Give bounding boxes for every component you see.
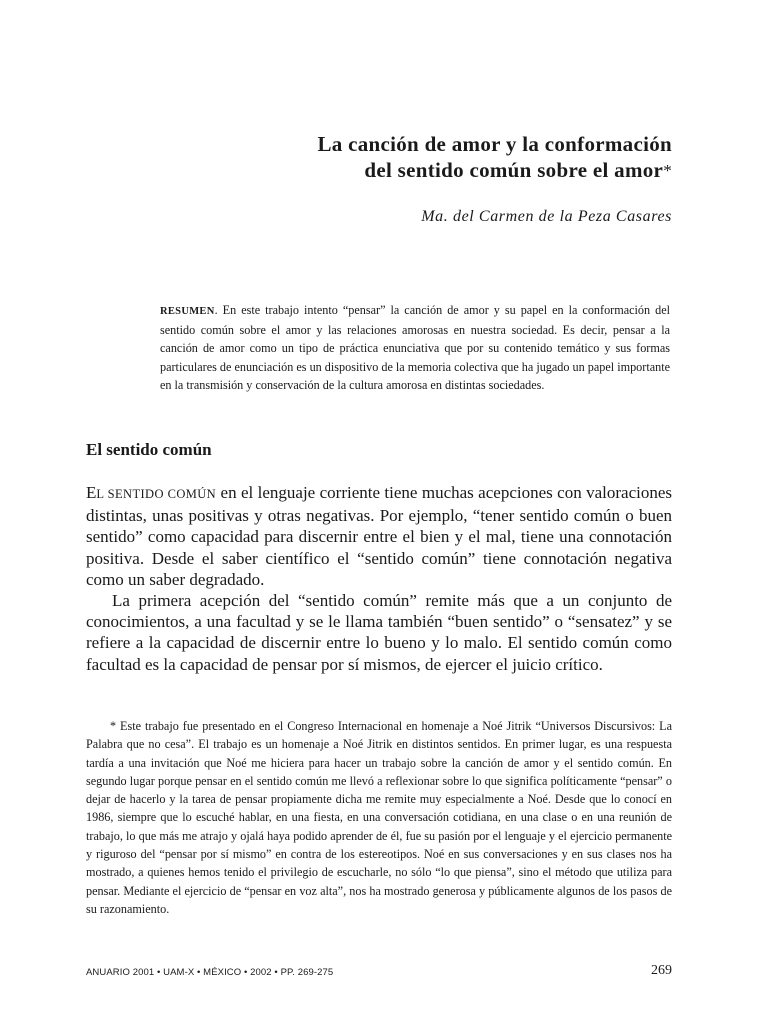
title-line-2-text: del sentido común sobre el amor (364, 158, 664, 182)
article-title (317, 131, 672, 184)
abstract-label: RESUMEN (160, 306, 215, 317)
section-heading: El sentido común (86, 440, 212, 459)
footnote-marker: * (663, 161, 672, 180)
paragraph-1-initial: E (86, 483, 97, 502)
page-number: 269 (651, 963, 672, 978)
abstract (160, 301, 670, 394)
title-line-2 (317, 157, 672, 184)
paragraph-2: La primera acepción del “sentido común” remite más que a un conjunto de conocimientos, a una facultad y se le llama también “buen sentido” o “sensatez” y se refiere a la capacidad de discernir entre lo bueno y lo malo. El sentido común como facultad es la capacidad de pensar por sí mismos, de ejercer el juicio crítico. (86, 591, 672, 674)
body-text (86, 482, 672, 675)
paragraph-1-smallcaps: L SENTIDO COMÚN (96, 487, 217, 501)
footnote-text: * Este trabajo fue presentado en el Congreso Internacional en homenaje a Noé Jitrik “Universos Discursivos: La Palabra que no cesa”. El trabajo es un homenaje a Noé Jitrik en distintos sentidos. En primer lugar, es una respuesta tardía a una invitación que Noé me hiciera para hacer un trabajo sobre la canción de amor y el sentido común. En segundo lugar porque pensar en el sentido común me llevó a reflexionar sobre lo que significa políticamente “pensar” o dejar de hacerlo y la tarea de pensar propiamente dicha me remite muy especialmente a Noé. Desde que lo conocí en 1986, siempre que lo escuché hablar, en una fiesta, en una conversación cotidiana, en una clase o en una reunión de trabajo, lo que más me atrajo y ojalá haya podido aprender de él, fue su pasión por el lenguaje y el ejercicio permanente y riguroso del “pensar por sí mismo” en contra de los estereotipos. Noé en sus conversaciones y en sus clases nos ha mostrado, a quienes hemos tenido el privilegio de escucharle, no sólo “lo que piensa”, sino el método que utiliza para pensar. Mediante el ejercicio de “pensar en voz alta”, nos ha mostrado generosa y públicamente algunos de los pasos de su razonamiento. (86, 719, 672, 916)
title-line-1: La canción de amor y la conformación (317, 132, 672, 156)
paragraph-1-text: en el lenguaje corriente tiene muchas acepciones con valoraciones distintas, unas positivas y otras negativas. Por ejemplo, “tener sentido común o buen sentido” como capacidad para discernir entre el bien y el mal, tiene una connotación positiva. Desde el saber científico el “sentido común” tiene connotación negativa como un saber degradado. (86, 483, 673, 589)
footnote (86, 717, 672, 918)
paragraph-1 (86, 482, 672, 590)
author-name: Ma. del Carmen de la Peza Casares (421, 208, 672, 225)
abstract-text: . En este trabajo intento “pensar” la canción de amor y su papel en la conformación del sentido común sobre el amor y las relaciones amorosas en nuestra sociedad. Es decir, pensar a la canción de amor como un tipo de práctica enunciativa que por su contenido temático y sus formas particulares de enunciación es un dispositivo de la memoria colectiva que ha jugado un papel importante en la transmisión y conservación de la cultura amorosa en distintas sociedades. (160, 303, 671, 392)
journal-citation: ANUARIO 2001 • UAM-X • MÉXICO • 2002 • PP. 269-275 (86, 967, 334, 978)
